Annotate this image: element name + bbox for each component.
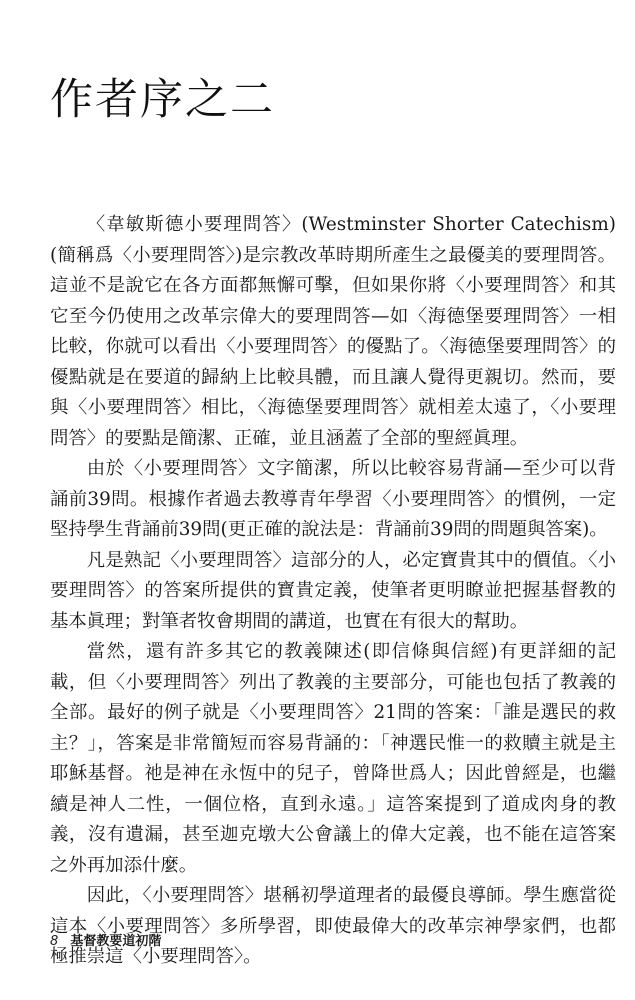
paragraph-5: 因此，〈小要理問答〉堪稱初學道理者的最優良導師。學生應當從這本〈小要理問答〉多所學習，即使最偉大的改革宗神學家們，也都極推崇這〈小要理問答〉。	[50, 885, 616, 967]
paragraph-2: 由於〈小要理問答〉文字簡潔，所以比較容易背誦—至少可以背誦前39問。根據作者過去教導青年學習〈小要理問答〉的慣例，一定堅持學生背誦前39問(更正確的說法是：背誦前39問的問題與答案)。	[50, 458, 616, 540]
paragraph-4: 當然，還有許多其它的教義陳述(即信條與信經)有更詳細的記載，但〈小要理問答〉列出了教義的主要部分，可能也包括了教義的全部。最好的例子就是〈小要理問答〉21問的答案：「誰是選民的救主？」，答案是非常簡短而容易背誦的：「神選民惟一的救贖主就是主耶穌基督。祂是神在永恆中的兒子，曾降世爲人；因此曾經是，也繼續是神人二性，一個位格，直到永遠。」這答案提到了道成肉身的教義，沒有遺漏，甚至迦克墩大公會議上的偉大定義，也不能在這答案之外再加添什麼。	[50, 641, 616, 876]
page-footer	[50, 930, 161, 949]
body-text	[50, 210, 616, 973]
paragraph-1: 〈韋敏斯德小要理問答〉(Westminster Shorter Catechism)(簡稱爲〈小要理問答〉)是宗教改革時期所產生之最優美的要理問答。這並不是說它在各方面都無懈可擊，但如果你將〈小要理問答〉和其它至今仍使用之改革宗偉大的要理問答—如〈海德堡要理問答〉一相比較，你就可以看出〈小要理問答〉的優點了。〈海德堡要理問答〉的優點就是在要道的歸納上比較具體，而且讓人覺得更親切。然而，要與〈小要理問答〉相比，〈海德堡要理問答〉就相差太遠了，〈小要理問答〉的要點是簡潔、正確，並且涵蓋了全部的聖經眞理。	[50, 214, 616, 449]
page-number: 8	[50, 934, 59, 949]
paragraph-3: 凡是熟記〈小要理問答〉這部分的人，必定寶貴其中的價值。〈小要理問答〉的答案所提供的寶貴定義，使筆者更明瞭並把握基督教的基本眞理；對筆者牧會期間的講道，也實在有很大的幫助。	[50, 549, 616, 632]
chapter-title: 作者序之二	[50, 75, 275, 125]
running-book-title: 基督教要道初階	[70, 934, 162, 949]
